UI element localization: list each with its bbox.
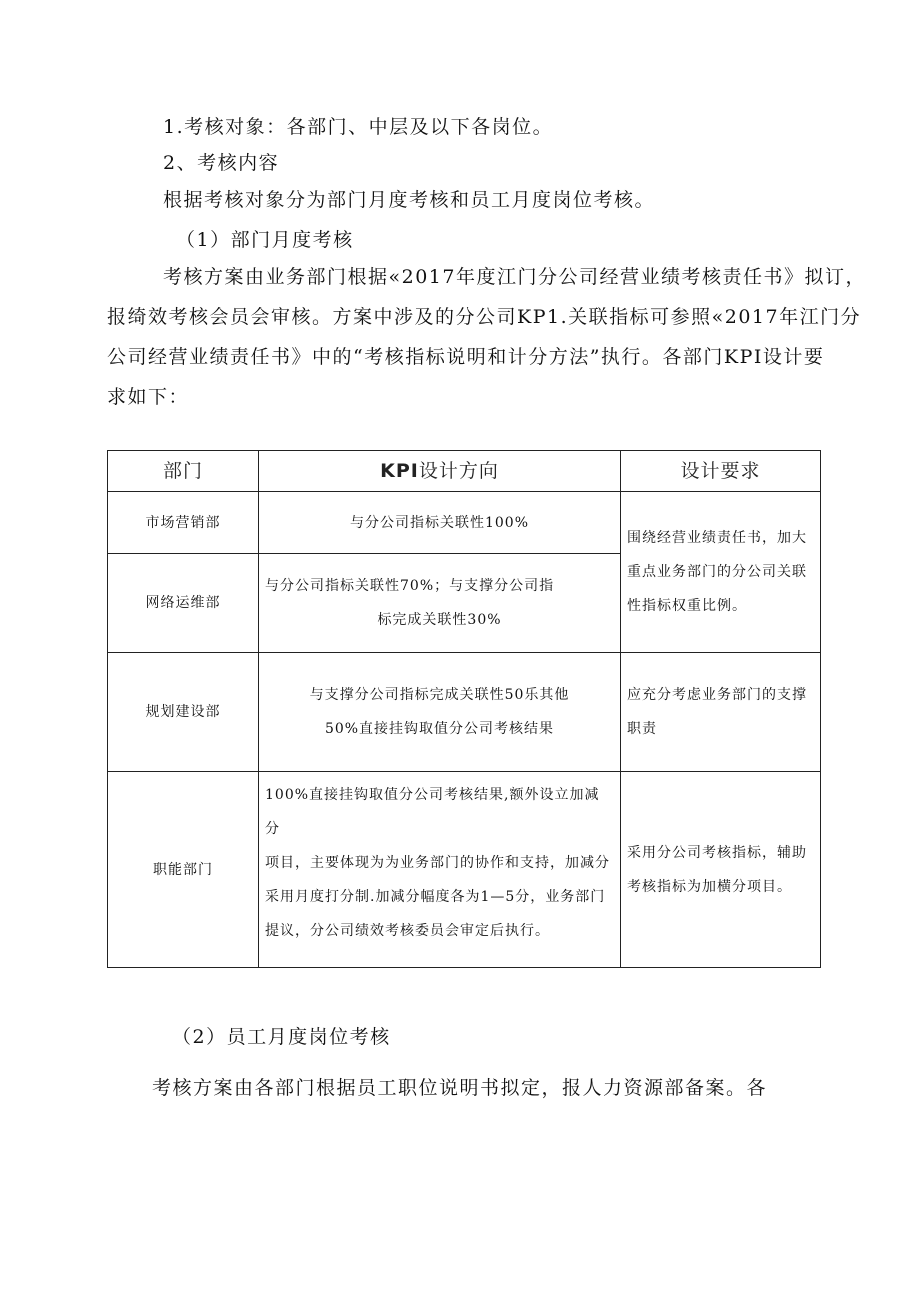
paragraph-dept-line-1: 考核方案由业务部门根据«2017年度江门分公司经营业绩考核责任书》拟订， — [163, 266, 866, 288]
requirement-line: 性指标权重比例。 — [627, 598, 747, 614]
header-kpi-rest: 设计方向 — [418, 460, 499, 482]
paragraph-assessment-content: 2、考核内容 — [163, 152, 280, 174]
paragraph-assessment-target: 1.考核对象：各部门、中层及以下各岗位。 — [163, 116, 554, 138]
kpi-line: 采用月度打分制.加减分幅度各为1—5分，业务部门 — [265, 889, 606, 905]
kpi-line: 标完成关联性30% — [377, 612, 502, 628]
paragraph-dept-line-2: 报绮效考核会员会审核。方案中涉及的分公司KP1.关联指标可参照«2017年江门分 — [107, 306, 862, 328]
kpi-line: 100%直接挂钩取值分公司考核结果,额外设立加减分 — [265, 787, 600, 837]
kpi-line: 与支撑分公司指标完成关联性50乐其他 — [309, 687, 570, 703]
kpi-design-table — [107, 450, 821, 968]
table-header-row — [108, 451, 821, 492]
header-dept: 部门 — [108, 451, 259, 492]
kpi-line: 项目，主要体现为为业务部门的协作和支持，加减分 — [265, 855, 610, 871]
table-row — [108, 772, 821, 968]
requirement-cell — [621, 653, 821, 772]
table-row — [108, 492, 821, 554]
requirement-line: 应充分考虑业务部门的支撑 — [627, 687, 807, 703]
kpi-line: 50%直接挂钩取值分公司考核结果 — [324, 721, 555, 737]
paragraph-dept-line-4: 求如下： — [107, 386, 190, 408]
header-kpi-direction — [259, 451, 621, 492]
requirement-cell — [621, 492, 821, 653]
kpi-line: 与分公司指标关联性100% — [349, 514, 530, 531]
header-kpi-bold: KPI — [380, 460, 419, 482]
section-heading-staff-monthly: （2）员工月度岗位考核 — [172, 1026, 391, 1048]
kpi-cell — [259, 554, 621, 653]
paragraph-staff-line-1: 考核方案由各部门根据员工职位说明书拟定，报人力资源部备案。各 — [152, 1077, 768, 1099]
kpi-line: 提议，分公司绩效考核委员会审定后执行。 — [265, 923, 550, 939]
table-row — [108, 653, 821, 772]
dept-cell: 职能部门 — [108, 772, 259, 968]
section-heading-dept-monthly: （1）部门月度考核 — [176, 229, 354, 251]
requirement-line: 采用分公司考核指标，辅助 — [627, 844, 807, 861]
dept-cell: 规划建设部 — [108, 653, 259, 772]
paragraph-dept-line-3: 公司经营业绩责任书》中的“考核指标说明和计分方法”执行。各部门KPI设计要 — [107, 346, 825, 368]
kpi-cell — [259, 492, 621, 554]
requirement-cell — [621, 772, 821, 968]
requirement-line: 围绕经营业绩责任书，加大 — [627, 530, 807, 546]
kpi-cell — [259, 772, 621, 968]
requirement-line: 考核指标为加横分项目。 — [627, 878, 792, 895]
requirement-line: 职责 — [627, 721, 657, 737]
paragraph-assessment-types: 根据考核对象分为部门月度考核和员工月度岗位考核。 — [163, 189, 656, 211]
kpi-line: 与分公司指标关联性70%；与支撑分公司指 — [265, 578, 555, 594]
requirement-line: 重点业务部门的分公司关联 — [627, 564, 807, 580]
dept-cell: 网络运维部 — [108, 554, 259, 653]
kpi-cell — [259, 653, 621, 772]
dept-cell: 市场营销部 — [108, 492, 259, 554]
header-requirement: 设计要求 — [621, 451, 821, 492]
